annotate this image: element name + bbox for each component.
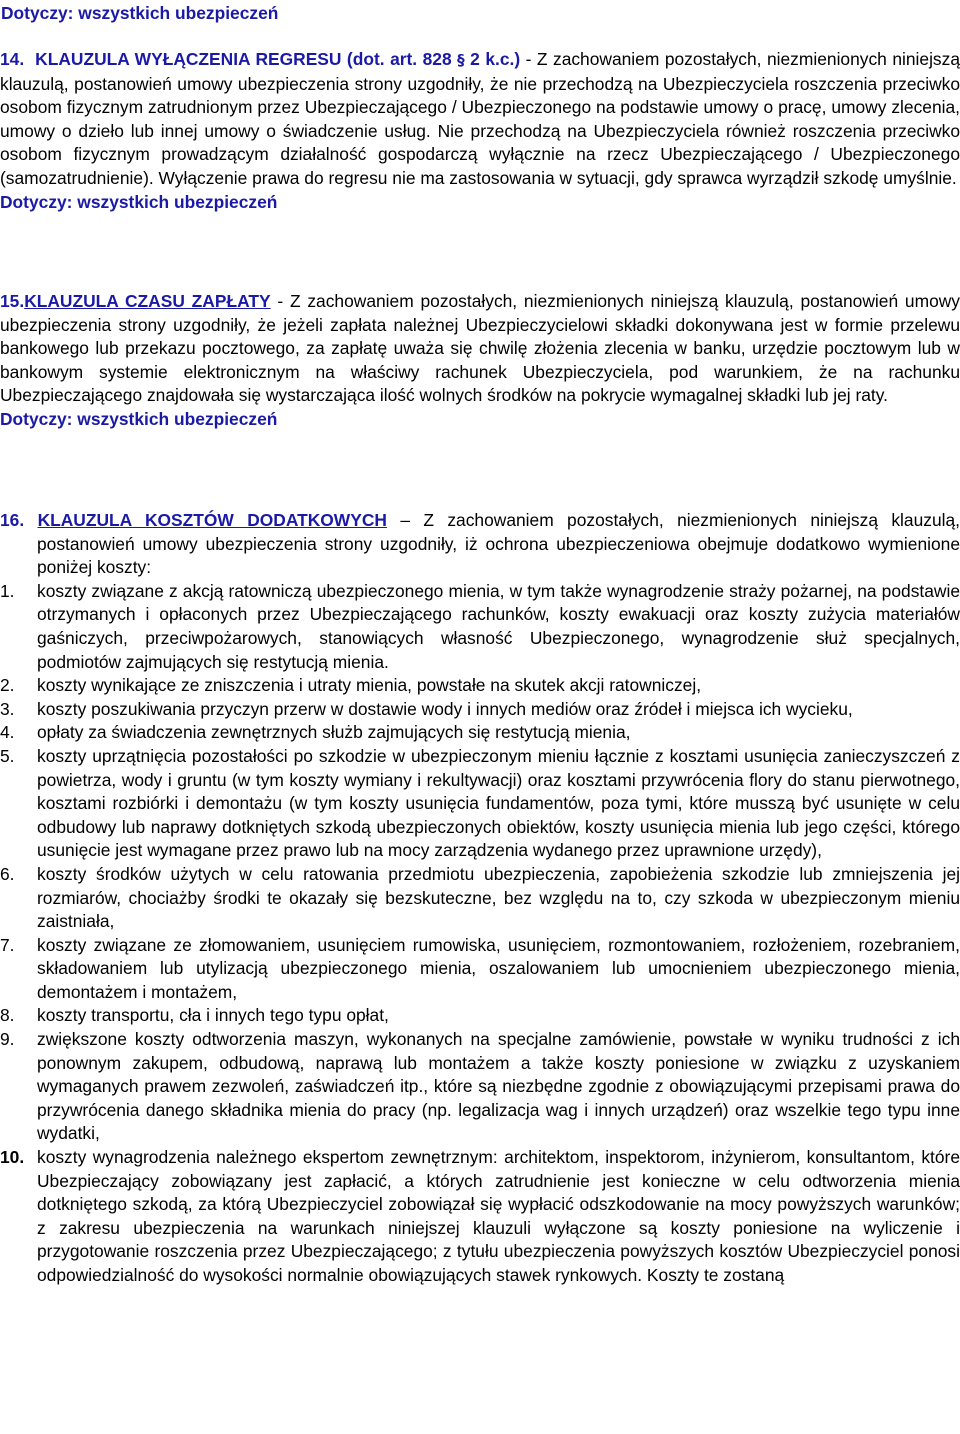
clause-14-paragraph	[0, 48, 960, 191]
costs-list	[0, 580, 960, 1288]
list-item-text: koszty środków użytych w celu ratowania przedmiotu ubezpieczenia, zapobieżenia szkodzie lub zmniejszenia jej rozmiarów, chociażby środki te okazały się bezskuteczne, bez względu na to, czy szkoda w ubezpieczonym mieniu zaistniała,	[37, 863, 960, 932]
list-item	[0, 745, 960, 863]
list-item-number: 5.	[0, 745, 15, 766]
list-item	[0, 580, 960, 674]
list-item	[0, 721, 960, 745]
clause-14-applies: Dotyczy: wszystkich ubezpieczeń	[0, 191, 278, 212]
list-item-number: 3.	[0, 698, 15, 719]
clause-15	[0, 290, 960, 432]
list-item-text: koszty wynagrodzenia należnego ekspertom zewnętrznym: architektom, inspektorom, inżynierom, konsultantom, które Ubezpieczający zobowiązany jest zapłacić, a których zatrudnienie jest konieczne w celu odtworzenia mienia dotkniętego szkodą, za którą Ubezpieczyciel zobowiązał się wypłacić odszkodowanie na mocy powyższych warunków; z zakresu ubezpieczenia na warunkach niniejszej klauzuli wyłączone są koszty poniesione na wyliczenie i przygotowanie roszczenia przez Ubezpieczającego; z tytułu ubezpieczenia powyższych kosztów Ubezpieczyciel ponosi odpowiedzialność do wysokości normalnie obowiązujących stawek rynkowych. Koszty te zostaną	[37, 1147, 960, 1285]
clause-15-text: - Z zachowaniem pozostałych, niezmienionych niniejszą klauzulą, postanowień umowy ubezpieczenia strony uzgodniły, że jeżeli zapłata należnej Ubezpieczycielowi składki dokonywana jest w formie przelewu bankowego lub przekazu pocztowego, za zapłatę uważa się chwilę złożenia zlecenia w banku, urzędzie pocztowym lub w bankowym systemie elektronicznym na właściwy rachunek Ubezpieczyciela, pod warunkiem, że na rachunku Ubezpieczającego znajdowała się wystarczająca ilość wolnych środków na pokrycie wymagalnej składki lub jej raty.	[0, 291, 960, 406]
clause-16	[0, 509, 960, 1288]
clause-16-number: 16.	[0, 510, 25, 530]
clause-14	[0, 48, 960, 214]
clause-16-title: KLAUZULA KOSZTÓW DODATKOWYCH	[37, 510, 387, 530]
list-item-text: koszty transportu, cła i innych tego typu opłat,	[37, 1005, 389, 1026]
list-item-number: 7.	[0, 934, 15, 955]
list-item-text: koszty związane z akcją ratowniczą ubezpieczonego mienia, w tym także wynagrodzenie straży pożarnej, na podstawie otrzymanych i opłaconych przez Ubezpieczającego rachunków, koszty ewakuacji oraz koszty zużycia materiałów gaśniczych, przeciwpożarowych, stanowiących własność Ubezpieczonego, wynagrodzenie służ specjalnych, podmiotów zajmujących się restytucją mienia.	[37, 580, 960, 672]
list-item-text: koszty związane ze złomowaniem, usunięciem rumowiska, usunięciem, rozmontowaniem, rozłożeniem, rozebraniem, składowaniem lub utylizacją ubezpieczonego mienia, oszalowaniem lub umocnieniem ubezpieczonego mienia, demontażem i montażem,	[37, 934, 960, 1002]
list-item-text: zwiększone koszty odtworzenia maszyn, wykonanych na specjalne zamówienie, powstałe w wyniku trudności z ich ponownym zakupem, odbudową, naprawą lub montażem a także koszty poniesione w związku z uzyskaniem wymaganych prawem zezwoleń, zaświadczeń itp., które są niezbędne zgodnie z obowiązującymi przepisami prawa do przywrócenia danego składnika mienia do pracy (np. legalizacja wag i innych urządzeń) oraz wszelkie tego typu inne wydatki,	[37, 1029, 960, 1144]
clause-14-title-tail: 2 k.c.)	[470, 49, 521, 69]
list-item-text: opłaty za świadczenia zewnętrznych służb zajmujących się restytucją mienia,	[37, 722, 631, 743]
list-item-number: 9.	[0, 1029, 15, 1050]
clause-15-title: KLAUZULA CZASU ZAPŁATY	[24, 291, 271, 311]
section-sign-icon: §	[457, 51, 465, 69]
list-item-text: koszty poszukiwania przyczyn przerw w dostawie wody i innych mediów oraz źródeł i miejsca ich wycieku,	[37, 698, 853, 719]
list-item-text: koszty uprzątnięcia pozostałości po szkodzie w ubezpieczonym mieniu łącznie z kosztami usunięcia zanieczyszczeń z powietrza, wody i gruntu (w tym koszty wymiany i rekultywacji) oraz kosztami przywrócenia flory do stanu pierwotnego, kosztami rozbiórki i demontażu (w tym koszty usunięcia fundamentów, poza tymi, które musszą być usunięte w celu odbudowy lub naprawy dotkniętych szkodą ubezpieczonych obiektów, koszty usunięcia mienia lub jego części, którego usunięcie jest wymagane przez prawo lub na mocy zarządzenia wydanego przez uprawnione urzędy),	[37, 745, 960, 861]
clause-14-title: KLAUZULA WYŁĄCZENIA REGRESU (dot. art. 828	[35, 49, 452, 69]
list-item-number: 4.	[0, 722, 15, 743]
list-item-number: 10.	[0, 1147, 25, 1168]
list-item	[0, 674, 960, 698]
clause-14-text: - Z zachowaniem pozostałych, niezmienionych niniejszą klauzulą, postanowień umowy ubezpieczenia strony uzgodniły, że nie przechodzą na Ubezpieczyciela roszczenia przeciwko osobom fizycznym zatrudnionym przez Ubezpieczającego / Ubezpieczonego na podstawie umowy o pracę, umowy zlecenia, umowy o dzieło lub innej umowy o świadczenie usług. Nie przechodzą na Ubezpieczyciela również roszczenia przeciwko osobom fizycznym prowadzącym działalność gospodarczą wyłącznie na rzecz Ubezpieczającego / Ubezpieczonego (samozatrudnienie). Wyłączenie prawa do regresu nie ma zastosowania w sytuacji, gdy sprawca wyrządził szkodę umyślnie.	[0, 49, 960, 188]
clause-15-applies: Dotyczy: wszystkich ubezpieczeń	[0, 408, 278, 429]
list-item-text: koszty wynikające ze zniszczenia i utraty mienia, powstałe na skutek akcji ratowniczej,	[37, 675, 702, 696]
clause-16-text: – Z zachowaniem pozostałych, niezmienionych niniejszą klauzulą, postanowień umowy ubezpieczenia strony uzgodniły, iż ochrona ubezpieczeniowa obejmuje dodatkowo wymienione poniżej koszty:	[37, 510, 960, 578]
list-item	[0, 934, 960, 1005]
list-item-number: 1.	[0, 580, 15, 601]
clause-14-number: 14.	[0, 49, 25, 69]
list-item	[0, 863, 960, 934]
list-item	[0, 1146, 960, 1288]
clause-16-paragraph	[0, 509, 960, 580]
list-item	[0, 698, 960, 722]
list-item	[0, 1004, 960, 1028]
clause-15-paragraph	[0, 290, 960, 408]
clause-15-number: 15.	[0, 291, 25, 311]
list-item-number: 8.	[0, 1005, 15, 1026]
list-item-number: 6.	[0, 863, 15, 884]
list-item-number: 2.	[0, 675, 15, 696]
list-item	[0, 1028, 960, 1146]
applies-heading-top: Dotyczy: wszystkich ubezpieczeń	[1, 3, 279, 23]
